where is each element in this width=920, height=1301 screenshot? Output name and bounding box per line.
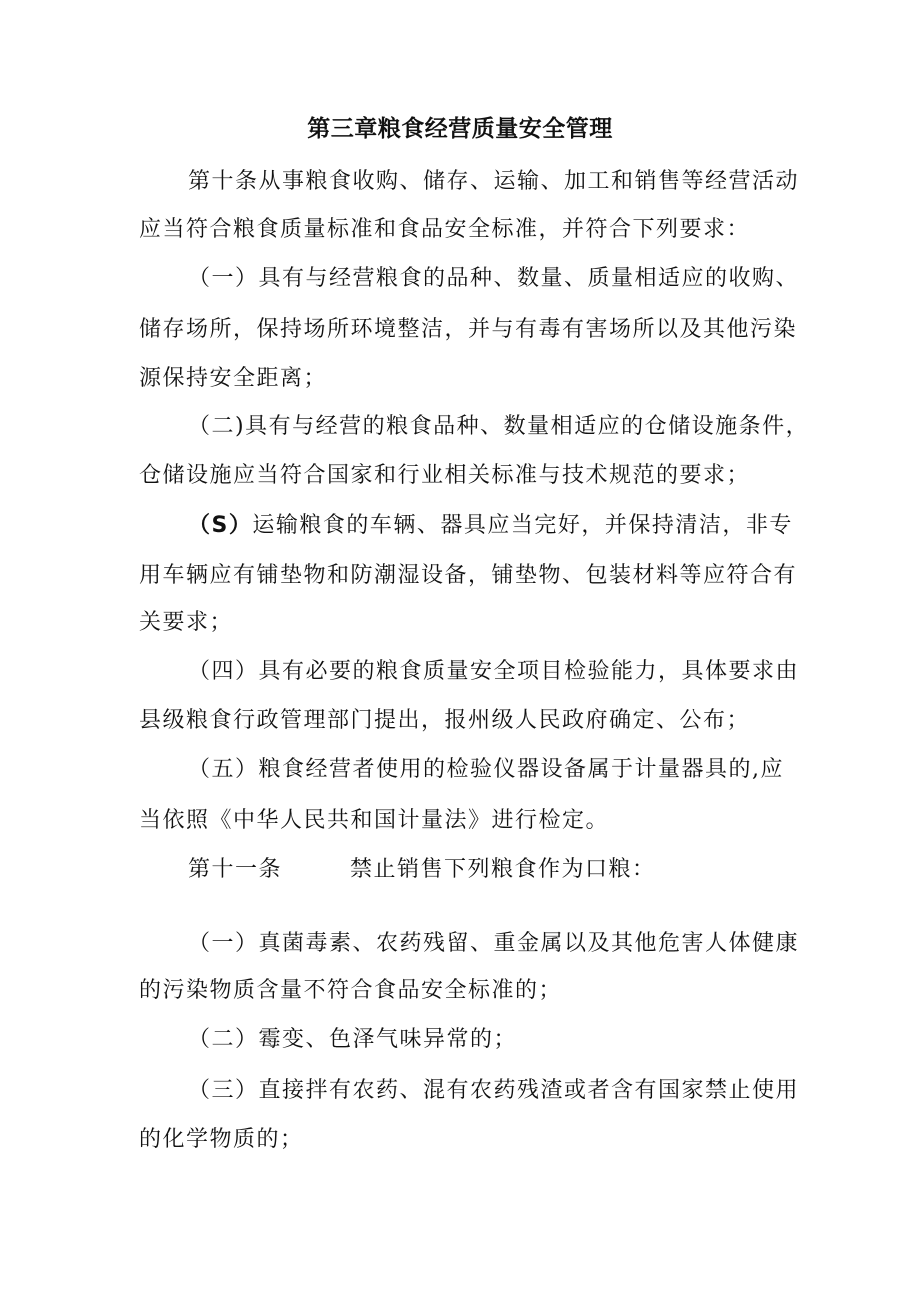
text-line-6: （二)具有与经营的粮食品种、数量相适应的仓储设施条件， (188, 414, 810, 439)
text-line-13: （五）粮食经营者使用的检验仪器设备属于计量器具的,应 (188, 757, 784, 782)
text-line-11: （四）具有必要的粮食质量安全项目检验能力，具体要求由 (188, 659, 800, 684)
text-line-8-body: 运输粮食的车辆、器具应当完好，并保持清洁，非专 (252, 513, 793, 538)
text-line-12: 县级粮食行政管理部门提出，报州级人民政府确定、公布； (139, 708, 751, 733)
text-line-8 (188, 510, 793, 542)
item-marker-s: （S） (188, 513, 253, 538)
text-line-5: 源保持安全距离； (139, 366, 328, 391)
text-line-1: 第十条从事粮食收购、储存、运输、加工和销售等经营活动 (188, 169, 800, 194)
text-line-2: 应当符合粮食质量标准和食品安全标准，并符合下列要求： (139, 217, 751, 242)
text-line-14: 当依照《中华人民共和国计量法》进行检定。 (139, 808, 610, 833)
text-line-7: 仓储设施应当符合国家和行业相关标准与技术规范的要求； (139, 463, 751, 488)
text-line-16: （一）真菌毒素、农药残留、重金属以及其他危害人体健康 (188, 931, 800, 956)
text-line-9: 用车辆应有铺垫物和防潮湿设备，铺垫物、包装材料等应符合有 (139, 563, 798, 588)
text-line-15: 第十一条 禁止销售下列粮食作为口粮： (188, 857, 656, 882)
text-line-18: （二）霉变、色泽气味异常的； (188, 1027, 518, 1052)
text-line-17: 的污染物质含量不符合食品安全标准的； (139, 978, 563, 1003)
text-line-20: 的化学物质的； (139, 1127, 304, 1152)
text-line-19: （三）直接拌有农药、混有农药残渣或者含有国家禁止使用 (188, 1078, 800, 1103)
chapter-title: 第三章粮食经营质量安全管理 (307, 116, 613, 142)
text-line-3: （一）具有与经营粮食的品种、数量、质量相适应的收购、 (188, 266, 800, 291)
text-line-10: 关要求； (139, 610, 234, 635)
text-line-4: 储存场所，保持场所环境整洁，并与有毒有害场所以及其他污染 (139, 317, 798, 342)
